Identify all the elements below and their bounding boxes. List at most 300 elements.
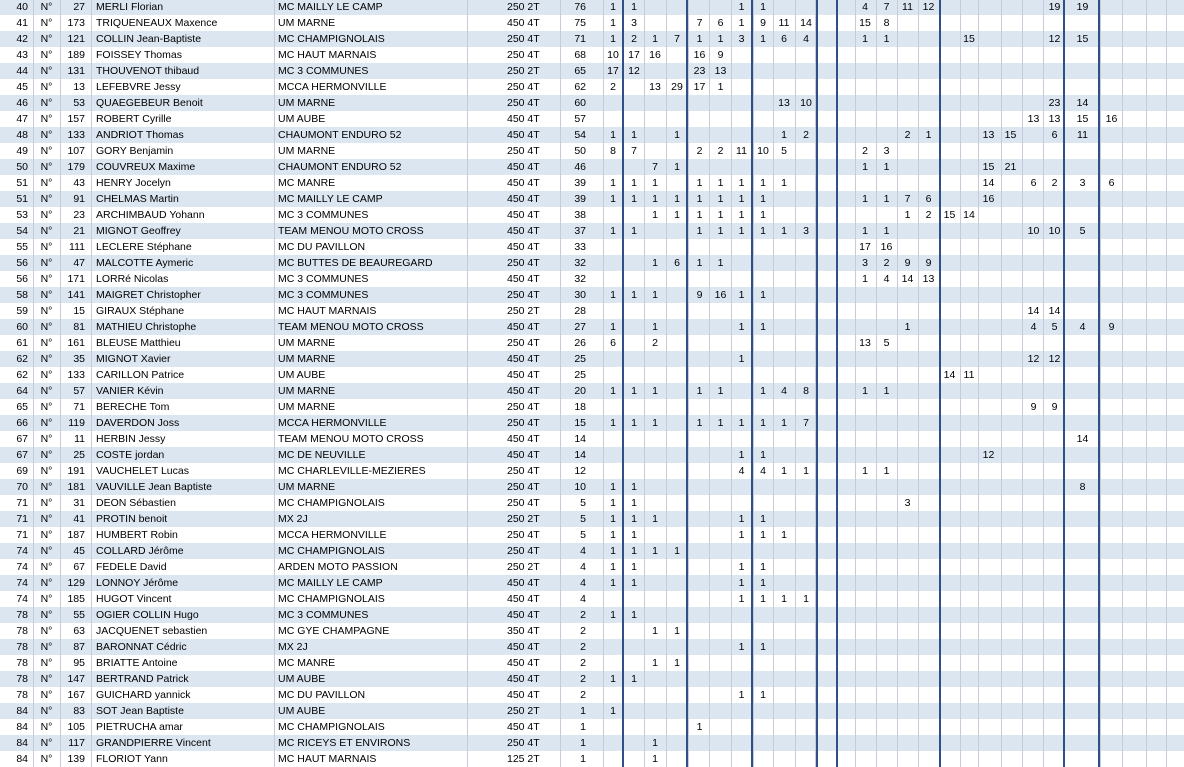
column-divider <box>1122 0 1123 767</box>
round-score-cell: 1 <box>738 193 745 205</box>
table-row[interactable] <box>0 335 1184 351</box>
category-cell: 250 4T <box>507 33 540 45</box>
table-row[interactable] <box>0 319 1184 335</box>
club-cell: MC CHAMPIGNOLAIS <box>278 33 385 45</box>
number-cell: 31 <box>73 497 85 509</box>
rank-cell: 60 <box>16 321 28 333</box>
category-cell: 250 4T <box>507 737 540 749</box>
round-score-cell: 1 <box>717 257 724 269</box>
points-cell: 5 <box>580 513 586 525</box>
table-row[interactable] <box>0 607 1184 623</box>
round-score-cell: 1 <box>631 417 637 429</box>
points-cell: 68 <box>574 49 586 61</box>
round-score-cell: 1 <box>652 753 658 765</box>
round-score-cell: 1 <box>904 209 911 221</box>
number-cell: 45 <box>73 545 85 557</box>
round-score-cell: 1 <box>738 577 745 589</box>
round-score-cell: 1 <box>610 529 616 541</box>
category-cell: 250 2T <box>507 705 540 717</box>
table-row[interactable] <box>0 127 1184 143</box>
round-score-cell: 1 <box>904 321 911 333</box>
column-divider <box>1146 0 1147 767</box>
rank-cell: 78 <box>16 689 28 701</box>
round-score-cell: 1 <box>862 161 868 173</box>
round-score-cell: 1 <box>652 657 658 669</box>
round-score-cell: 1 <box>883 225 890 237</box>
round-score-cell: 14 <box>901 273 914 285</box>
club-cell: UM MARNE <box>278 353 336 365</box>
round-score-cell: 1 <box>883 193 890 205</box>
round-score-cell: 1 <box>610 673 616 685</box>
rider-name-cell: COLLARD Jérôme <box>96 545 184 557</box>
rider-name-cell: COLLIN Jean-Baptiste <box>96 33 202 45</box>
n-label-cell: N° <box>40 17 53 29</box>
rider-name-cell: HUMBERT Robin <box>96 529 178 541</box>
round-score-cell: 1 <box>862 465 868 477</box>
round-score-cell: 9 <box>925 257 932 269</box>
n-label-cell: N° <box>40 273 53 285</box>
round-score-cell: 14 <box>943 369 956 381</box>
n-label-cell: N° <box>40 593 53 605</box>
points-cell: 20 <box>574 385 586 397</box>
points-cell: 75 <box>574 17 586 29</box>
category-cell: 450 4T <box>507 113 540 125</box>
table-row[interactable] <box>0 95 1184 111</box>
round-score-cell: 23 <box>693 65 706 77</box>
round-score-cell: 1 <box>738 289 745 301</box>
category-cell: 250 4T <box>507 97 540 109</box>
round-score-cell: 13 <box>714 65 727 77</box>
n-label-cell: N° <box>40 577 53 589</box>
round-score-cell: 1 <box>760 177 766 189</box>
number-cell: 81 <box>73 321 85 333</box>
rider-name-cell: MATHIEU Christophe <box>96 321 197 333</box>
points-cell: 39 <box>574 177 586 189</box>
table-row[interactable] <box>0 719 1184 735</box>
rank-cell: 41 <box>16 17 28 29</box>
round-score-cell: 8 <box>1079 481 1086 493</box>
n-label-cell: N° <box>40 241 53 253</box>
category-cell: 250 2T <box>507 65 540 77</box>
table-row[interactable] <box>0 111 1184 127</box>
round-score-cell: 1 <box>674 129 680 141</box>
round-score-cell: 3 <box>803 225 809 237</box>
table-row[interactable] <box>0 143 1184 159</box>
table-row[interactable] <box>0 207 1184 223</box>
rank-cell: 61 <box>16 337 28 349</box>
rank-cell: 51 <box>16 193 28 205</box>
column-divider <box>709 0 710 767</box>
round-score-cell: 9 <box>1051 401 1058 413</box>
round-score-cell: 4 <box>738 465 745 477</box>
category-cell: 250 2T <box>507 561 540 573</box>
table-row[interactable] <box>0 447 1184 463</box>
number-cell: 121 <box>67 33 85 45</box>
round-score-cell: 1 <box>781 177 787 189</box>
n-label-cell: N° <box>40 113 53 125</box>
table-row[interactable] <box>0 31 1184 47</box>
rider-name-cell: BERECHE Tom <box>96 401 170 413</box>
round-score-cell: 7 <box>696 17 703 29</box>
table-row[interactable] <box>0 159 1184 175</box>
rider-name-cell: COUVREUX Maxime <box>96 161 196 173</box>
club-cell: MC MAILLY LE CAMP <box>278 577 383 589</box>
round-score-cell: 1 <box>610 1 616 13</box>
round-score-cell: 4 <box>803 33 809 45</box>
table-row[interactable] <box>0 495 1184 511</box>
rank-cell: 59 <box>16 305 28 317</box>
rider-name-cell: GORY Benjamin <box>96 145 174 157</box>
column-divider <box>644 0 645 767</box>
round-score-cell: 1 <box>610 385 616 397</box>
round-score-cell: 9 <box>760 17 766 29</box>
rank-cell: 58 <box>16 289 28 301</box>
number-cell: 117 <box>68 737 85 749</box>
points-cell: 4 <box>580 561 586 573</box>
n-label-cell: N° <box>40 641 53 653</box>
rank-cell: 84 <box>16 705 28 717</box>
column-divider <box>1100 0 1101 767</box>
category-cell: 250 2T <box>507 305 540 317</box>
category-cell: 250 4T <box>507 81 540 93</box>
n-label-cell: N° <box>40 321 53 333</box>
round-score-cell: 1 <box>862 273 868 285</box>
table-row[interactable] <box>0 223 1184 239</box>
rank-cell: 66 <box>16 417 28 429</box>
table-row[interactable] <box>0 383 1184 399</box>
points-cell: 26 <box>574 337 586 349</box>
table-row[interactable] <box>0 671 1184 687</box>
round-score-cell: 3 <box>631 17 637 29</box>
round-score-cell: 1 <box>610 497 616 509</box>
number-cell: 25 <box>73 449 85 461</box>
club-cell: TEAM MENOU MOTO CROSS <box>278 321 424 333</box>
round-score-cell: 5 <box>1051 321 1058 333</box>
column-divider <box>666 0 667 767</box>
table-row[interactable] <box>0 0 1184 15</box>
table-row[interactable] <box>0 239 1184 255</box>
club-cell: MCCA HERMONVILLE <box>278 529 387 541</box>
table-row[interactable] <box>0 527 1184 543</box>
round-score-cell: 1 <box>674 161 680 173</box>
rider-name-cell: MIGNOT Geoffrey <box>96 225 181 237</box>
round-score-cell: 1 <box>652 289 658 301</box>
table-row[interactable] <box>0 303 1184 319</box>
round-score-cell: 1 <box>738 225 745 237</box>
n-label-cell: N° <box>40 305 53 317</box>
table-row[interactable] <box>0 559 1184 575</box>
round-score-cell: 12 <box>922 1 935 13</box>
round-score-cell: 1 <box>674 545 680 557</box>
rider-name-cell: LORRé Nicolas <box>96 273 169 285</box>
round-score-cell: 8 <box>803 385 809 397</box>
rider-name-cell: GUICHARD yannick <box>96 689 191 701</box>
table-row[interactable] <box>0 575 1184 591</box>
rank-cell: 62 <box>16 369 28 381</box>
category-cell: 250 4T <box>507 289 540 301</box>
rank-cell: 74 <box>16 561 28 573</box>
rank-cell: 50 <box>16 161 28 173</box>
table-row[interactable] <box>0 175 1184 191</box>
column-divider <box>753 0 754 767</box>
rider-name-cell: BARONNAT Cédric <box>96 641 187 653</box>
club-cell: MC BUTTES DE BEAUREGARD <box>278 257 433 269</box>
category-cell: 250 2T <box>507 1 540 13</box>
club-cell: UM AUBE <box>278 705 326 717</box>
rank-cell: 42 <box>16 33 28 45</box>
number-cell: 139 <box>67 753 85 765</box>
table-row[interactable] <box>0 47 1184 63</box>
table-row[interactable] <box>0 511 1184 527</box>
round-score-cell: 1 <box>760 593 766 605</box>
column-divider <box>1022 0 1023 767</box>
number-cell: 187 <box>67 529 85 541</box>
table-row[interactable] <box>0 15 1184 31</box>
round-score-cell: 7 <box>631 145 637 157</box>
rank-cell: 71 <box>16 513 28 525</box>
table-row[interactable] <box>0 735 1184 751</box>
category-cell: 450 4T <box>507 641 540 653</box>
rider-name-cell: ARCHIMBAUD Yohann <box>96 209 205 221</box>
club-cell: TEAM MENOU MOTO CROSS <box>278 433 424 445</box>
round-score-cell: 9 <box>1030 401 1037 413</box>
round-score-cell: 16 <box>1105 113 1118 125</box>
table-row[interactable] <box>0 367 1184 383</box>
table-row[interactable] <box>0 687 1184 703</box>
rider-name-cell: JACQUENET sebastien <box>96 625 208 637</box>
number-cell: 87 <box>73 641 85 653</box>
round-score-cell: 17 <box>693 81 706 93</box>
points-cell: 30 <box>574 289 586 301</box>
points-cell: 28 <box>574 305 586 317</box>
round-score-cell: 11 <box>902 1 913 13</box>
round-score-cell: 1 <box>738 177 745 189</box>
round-score-cell: 14 <box>963 209 975 221</box>
table-row[interactable] <box>0 399 1184 415</box>
round-score-cell: 12 <box>1027 353 1040 365</box>
round-score-cell: 1 <box>738 513 745 525</box>
number-cell: 133 <box>67 369 85 381</box>
number-cell: 161 <box>67 337 85 349</box>
round-score-cell: 1 <box>652 257 658 269</box>
table-row[interactable] <box>0 415 1184 431</box>
round-score-cell: 10 <box>1027 225 1040 237</box>
category-cell: 450 4T <box>507 177 540 189</box>
round-score-cell: 12 <box>628 65 640 77</box>
round-score-cell: 1 <box>781 465 787 477</box>
points-cell: 18 <box>574 401 586 413</box>
category-cell: 450 4T <box>507 593 540 605</box>
table-row[interactable] <box>0 543 1184 559</box>
table-row[interactable] <box>0 63 1184 79</box>
round-score-cell: 1 <box>652 33 658 45</box>
n-label-cell: N° <box>40 129 53 141</box>
club-cell: MCCA HERMONVILLE <box>278 417 387 429</box>
rank-cell: 44 <box>16 65 28 77</box>
round-score-cell: 1 <box>760 417 766 429</box>
number-cell: 35 <box>73 353 85 365</box>
points-cell: 46 <box>574 161 586 173</box>
category-cell: 250 4T <box>507 145 540 157</box>
round-score-cell: 1 <box>760 577 766 589</box>
points-cell: 5 <box>580 529 586 541</box>
rider-name-cell: VAUCHELET Lucas <box>96 465 189 477</box>
club-cell: MC GYE CHAMPAGNE <box>278 625 390 637</box>
round-score-cell: 10 <box>757 145 769 157</box>
club-cell: TEAM MENOU MOTO CROSS <box>278 225 424 237</box>
number-cell: 67 <box>73 561 85 573</box>
round-score-cell: 1 <box>610 193 616 205</box>
points-cell: 54 <box>574 129 586 141</box>
table-row[interactable] <box>0 191 1184 207</box>
category-cell: 250 4T <box>507 49 540 61</box>
round-score-cell: 1 <box>631 561 637 573</box>
round-score-cell: 6 <box>610 337 616 349</box>
table-row[interactable] <box>0 703 1184 719</box>
round-score-cell: 1 <box>760 289 766 301</box>
table-row[interactable] <box>0 431 1184 447</box>
club-cell: MC MANRE <box>278 657 336 669</box>
rank-cell: 84 <box>16 737 28 749</box>
round-score-cell: 1 <box>610 417 616 429</box>
round-score-cell: 1 <box>717 385 724 397</box>
round-score-cell: 1 <box>696 257 703 269</box>
table-row[interactable] <box>0 351 1184 367</box>
rank-cell: 70 <box>16 481 28 493</box>
round-score-cell: 21 <box>1004 161 1017 173</box>
rider-name-cell: PROTIN benoit <box>96 513 168 525</box>
group-divider <box>622 0 624 767</box>
rank-cell: 78 <box>16 657 28 669</box>
n-label-cell: N° <box>40 513 53 525</box>
points-cell: 1 <box>580 753 586 765</box>
points-cell: 50 <box>574 145 586 157</box>
column-divider <box>33 0 34 767</box>
round-score-cell: 1 <box>652 209 658 221</box>
rider-name-cell: BERTRAND Patrick <box>96 673 189 685</box>
n-label-cell: N° <box>40 529 53 541</box>
number-cell: 129 <box>67 577 85 589</box>
club-cell: MC CHAMPIGNOLAIS <box>278 545 385 557</box>
round-score-cell: 10 <box>1048 225 1061 237</box>
n-label-cell: N° <box>40 337 53 349</box>
rank-cell: 64 <box>16 385 28 397</box>
round-score-cell: 1 <box>760 449 766 461</box>
round-score-cell: 1 <box>883 385 890 397</box>
rank-cell: 51 <box>16 177 28 189</box>
round-score-cell: 1 <box>631 1 637 13</box>
round-score-cell: 7 <box>904 193 911 205</box>
club-cell: MC CHAMPIGNOLAIS <box>278 497 385 509</box>
category-cell: 450 4T <box>507 321 540 333</box>
rider-name-cell: CARILLON Patrice <box>96 369 185 381</box>
table-row[interactable] <box>0 271 1184 287</box>
rider-name-cell: PIETRUCHA amar <box>96 721 183 733</box>
round-score-cell: 1 <box>631 177 637 189</box>
round-score-cell: 6 <box>674 257 680 269</box>
round-score-cell: 6 <box>1030 177 1037 189</box>
number-cell: 53 <box>73 97 85 109</box>
rank-cell: 74 <box>16 593 28 605</box>
round-score-cell: 1 <box>652 177 658 189</box>
table-row[interactable] <box>0 639 1184 655</box>
column-divider <box>688 0 689 767</box>
points-cell: 38 <box>574 209 586 221</box>
category-cell: 450 4T <box>507 129 540 141</box>
number-cell: 91 <box>73 193 85 205</box>
round-score-cell: 13 <box>922 273 935 285</box>
rank-cell: 46 <box>16 97 28 109</box>
round-score-cell: 1 <box>760 529 766 541</box>
round-score-cell: 6 <box>925 193 932 205</box>
club-cell: UM MARNE <box>278 337 336 349</box>
n-label-cell: N° <box>40 33 53 45</box>
rider-name-cell: LONNOY Jérôme <box>96 577 179 589</box>
category-cell: 450 4T <box>507 449 540 461</box>
club-cell: MC CHAMPIGNOLAIS <box>278 721 385 733</box>
club-cell: UM MARNE <box>278 481 336 493</box>
number-cell: 185 <box>67 593 85 605</box>
rider-name-cell: COSTE jordan <box>96 449 165 461</box>
round-score-cell: 1 <box>610 177 616 189</box>
column-divider <box>603 0 604 767</box>
table-row[interactable] <box>0 463 1184 479</box>
points-cell: 37 <box>574 225 586 237</box>
table-row[interactable] <box>0 255 1184 271</box>
round-score-cell: 9 <box>717 49 724 61</box>
rank-cell: 40 <box>16 1 28 13</box>
round-score-cell: 9 <box>904 257 911 269</box>
round-score-cell: 1 <box>760 641 766 653</box>
table-row[interactable] <box>0 655 1184 671</box>
points-cell: 33 <box>574 241 586 253</box>
rank-cell: 47 <box>16 113 28 125</box>
table-row[interactable] <box>0 751 1184 767</box>
group-divider <box>1063 0 1065 767</box>
rider-name-cell: CHELMAS Martin <box>96 193 179 205</box>
round-score-cell: 1 <box>760 689 766 701</box>
column-divider <box>960 0 961 767</box>
number-cell: 111 <box>69 241 85 253</box>
round-score-cell: 1 <box>610 289 616 301</box>
round-score-cell: 13 <box>1027 113 1040 125</box>
club-cell: MCCA HERMONVILLE <box>278 81 387 93</box>
round-score-cell: 1 <box>883 161 890 173</box>
number-cell: 21 <box>73 225 85 237</box>
table-row[interactable] <box>0 591 1184 607</box>
points-cell: 25 <box>574 353 586 365</box>
points-cell: 32 <box>574 273 586 285</box>
number-cell: 167 <box>67 689 85 701</box>
table-row[interactable] <box>0 623 1184 639</box>
number-cell: 171 <box>67 273 85 285</box>
round-score-cell: 17 <box>628 49 640 61</box>
n-label-cell: N° <box>40 417 53 429</box>
table-row[interactable] <box>0 479 1184 495</box>
club-cell: MC DU PAVILLON <box>278 689 366 701</box>
table-row[interactable] <box>0 287 1184 303</box>
number-cell: 173 <box>67 17 85 29</box>
n-label-cell: N° <box>40 673 53 685</box>
round-score-cell: 1 <box>717 417 724 429</box>
category-cell: 450 4T <box>507 353 540 365</box>
club-cell: MX 2J <box>278 641 308 653</box>
points-cell: 2 <box>580 657 586 669</box>
points-cell: 12 <box>574 465 586 477</box>
table-row[interactable] <box>0 79 1184 95</box>
n-label-cell: N° <box>40 97 53 109</box>
round-score-cell: 1 <box>760 33 766 45</box>
